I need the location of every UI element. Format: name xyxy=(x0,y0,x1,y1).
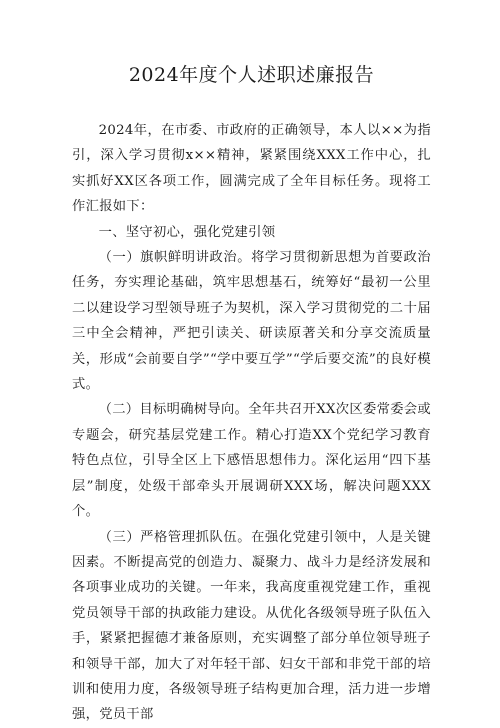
section-heading: 一、坚守初心，强化党建引领 xyxy=(98,224,276,240)
document-title: 2024年度个人述职述廉报告 xyxy=(128,64,375,86)
paragraph-goals: （二）目标明确树导向。全年共召开XX次区委常委会或专题会，研究基层党建工作。精心打造XX个党纪学习教育特色点位，引导全区上下感悟思想伟力。深化运用“四下基层”制度，处级干部牵头开展调研XXX场，解决问题XXX个。 xyxy=(72,402,431,520)
paragraph-politics: （一）旗帜鲜明讲政治。将学习贯彻新思想为首要政治任务，夯实理论基础，筑牢思想基石，统筹好“最初一公里二以建设学习型领导班子为契机，深入学习贯彻党的二十届三中全会精神，严把引读关、研读原著关和分享交流质量关，形成“会前要自学”“学中要互学”“学后要交流”的良好模式。 xyxy=(72,250,431,393)
document-body xyxy=(72,118,431,728)
paragraph-team: （三）严格管理抓队伍。在强化党建引领中，人是关键因素。不断提高党的创造力、凝聚力、战斗力是经济发展和各项事业成功的关键。一年来，我高度重视党建工作，重视党员领导干部的执政能力建设。从优化各级领导班子队伍入手，紧紧把握德才兼备原则，充实调整了部分单位领导班子和领导干部，加大了对年轻干部、妇女干部和非党干部的培训和使用力度，各级领导班子结构更加合理，活力进一步增强，党员干部 xyxy=(72,529,431,723)
intro-paragraph: 2024年，在市委、市政府的正确领导，本人以××为指引，深入学习贯彻x××精神，紧紧围绕XXX工作中心，扎实抓好XX区各项工作，圆满完成了全年目标任务。现将工作汇报如下： xyxy=(72,123,431,215)
